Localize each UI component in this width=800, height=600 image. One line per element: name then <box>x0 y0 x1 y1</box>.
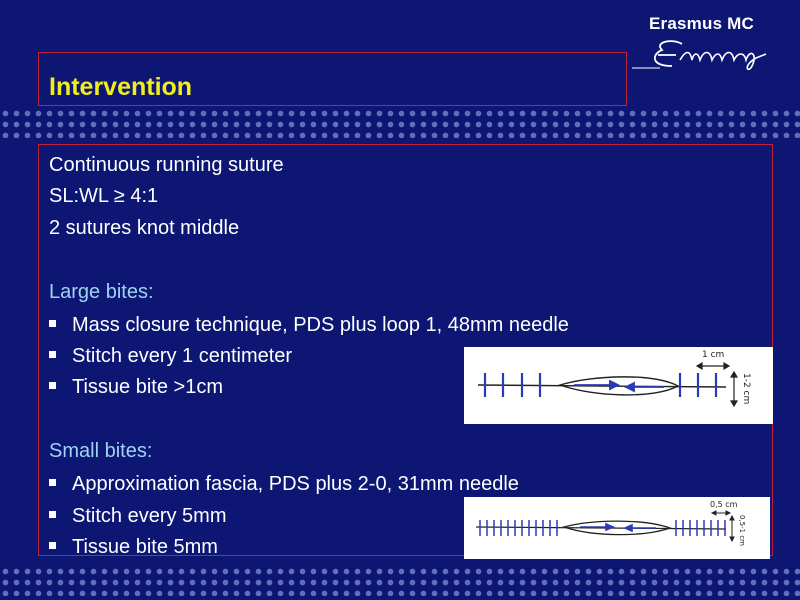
bullet-square-icon <box>49 479 56 486</box>
bullet-square-icon <box>49 511 56 518</box>
large-bite-label: 1-2 cm <box>741 373 751 405</box>
erasmus-mc-logo <box>632 14 782 74</box>
bullet-text: Mass closure technique, PDS plus loop 1, 48mm needle <box>72 314 569 336</box>
bullet-square-icon <box>49 320 56 327</box>
small-bite-label: 0,5-1 cm <box>738 515 746 547</box>
small-bites-bullet <box>49 505 226 528</box>
text-line-ratio: SL:WL ≥ 4:1 <box>49 185 159 207</box>
bullet-square-icon <box>49 542 56 549</box>
bullet-square-icon <box>49 382 56 389</box>
text-line-running-suture: Continuous running suture <box>49 154 284 176</box>
bullet-text: Tissue bite >1cm <box>72 376 223 398</box>
slide-title: Intervention <box>49 73 193 101</box>
small-bites-suture-diagram <box>464 497 770 559</box>
small-bites-bullet <box>49 536 218 559</box>
small-spacing-label: 0,5 cm <box>710 500 738 509</box>
decorative-dot-band-top <box>0 108 800 138</box>
large-bites-suture-sketch <box>464 347 773 424</box>
large-bites-bullet <box>49 376 223 399</box>
large-bites-heading: Large bites: <box>49 281 154 303</box>
large-bites-suture-diagram <box>464 347 773 424</box>
large-spacing-label: 1 cm <box>702 350 725 360</box>
title-box <box>38 52 627 106</box>
bullet-text: Tissue bite 5mm <box>72 536 218 558</box>
decorative-dot-band-bottom <box>0 566 800 596</box>
logo-signature-icon <box>632 14 782 74</box>
large-bites-bullet <box>49 345 292 368</box>
text-line-knot: 2 sutures knot middle <box>49 217 240 239</box>
large-bites-bullet <box>49 314 569 337</box>
small-bites-bullet <box>49 473 519 496</box>
bullet-text: Stitch every 5mm <box>72 505 227 527</box>
small-bites-heading: Small bites: <box>49 440 153 462</box>
bullet-square-icon <box>49 351 56 358</box>
logo-brand-text: Erasmus MC <box>649 14 754 33</box>
bullet-text: Stitch every 1 centimeter <box>72 345 293 367</box>
bullet-text: Approximation fascia, PDS plus 2-0, 31mm needle <box>72 473 519 495</box>
small-bites-suture-sketch <box>464 497 770 559</box>
